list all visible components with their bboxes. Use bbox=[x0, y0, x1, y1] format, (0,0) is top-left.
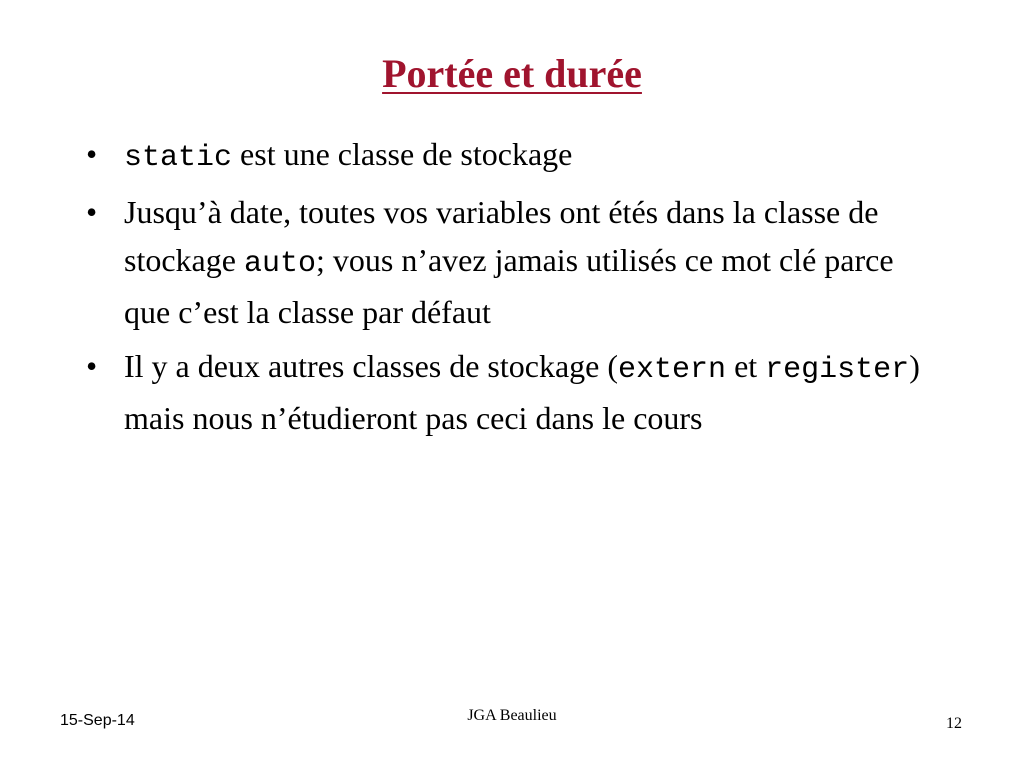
bullet-text: ; vous n’avez jamais utilisés ce mot clé parce que c’est la classe par défaut bbox=[124, 242, 894, 330]
bullet-text: Il y a deux autres classes de stockage ( bbox=[124, 348, 619, 384]
bullet-text: et bbox=[726, 348, 766, 384]
bullet-text: Jusqu’à date, toutes vos variables ont étés dans la classe de stockage bbox=[124, 194, 879, 278]
bullet-marker: • bbox=[86, 348, 98, 384]
code-keyword-extern: extern bbox=[618, 353, 727, 387]
code-keyword-static: static bbox=[124, 141, 233, 175]
bullet-text: ) mais nous n’étudieront pas ceci dans le cours bbox=[124, 348, 920, 436]
bullet-list bbox=[86, 130, 946, 448]
footer-page-number: 12 bbox=[946, 715, 962, 732]
slide-title bbox=[0, 46, 1024, 102]
bullet-marker: • bbox=[86, 136, 98, 172]
bullet-text: est une classe de stockage bbox=[232, 136, 573, 172]
bullet-item-static bbox=[86, 130, 946, 182]
bullet-marker: • bbox=[86, 194, 98, 230]
bullet-item-other-classes bbox=[86, 342, 946, 442]
code-keyword-register: register bbox=[765, 353, 910, 387]
code-keyword-auto: auto bbox=[243, 247, 316, 281]
bullet-item-auto bbox=[86, 188, 946, 336]
slide-title-text: Portée et durée bbox=[382, 51, 642, 96]
footer-author: JGA Beaulieu bbox=[467, 707, 557, 724]
footer-date: 15-Sep-14 bbox=[60, 712, 135, 729]
